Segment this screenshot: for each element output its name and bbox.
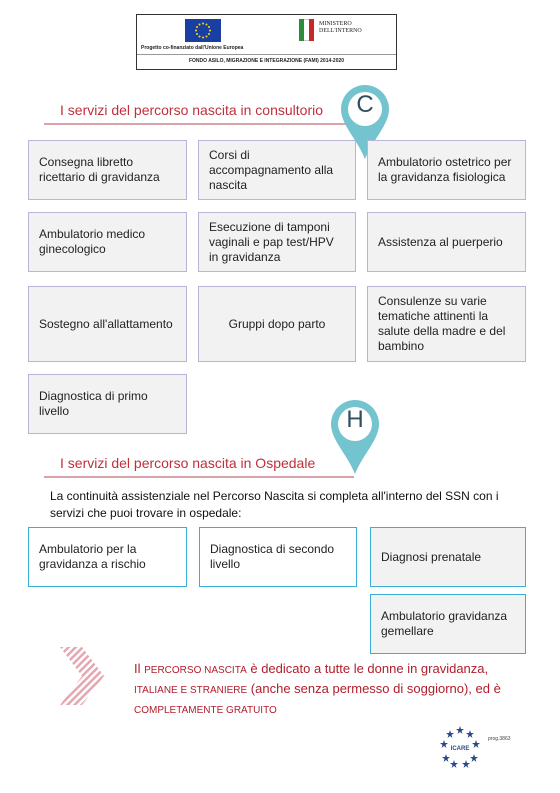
- decorative-stripes-icon: [60, 647, 104, 705]
- icare-logo-icon: [440, 724, 480, 769]
- ospedale-marker-letter: H: [346, 406, 364, 433]
- service-box: Consegna libretto ricettario di gravidanza: [28, 140, 187, 200]
- service-box: Sostegno all'allattamento: [28, 286, 187, 362]
- ministry-name: MINISTERO DELL'INTERNO: [319, 21, 362, 34]
- ospedale-pin-icon: [329, 398, 381, 476]
- consultorio-marker-letter: C: [356, 91, 374, 118]
- funding-banner: [136, 14, 397, 70]
- service-box: Consulenze su varie tematiche attinenti la salute della madre e del bambino: [367, 286, 526, 362]
- eu-flag-icon: [185, 19, 221, 42]
- service-box: Gruppi dopo parto: [198, 286, 356, 362]
- service-box: Corsi di accompagnamento alla nascita: [198, 140, 356, 200]
- hospital-service-box: Ambulatorio gravidanza gemellare: [370, 594, 526, 654]
- eu-caption: Progetto co-finanziato dall'Unione Europea: [141, 45, 244, 51]
- italy-emblem-icon: [299, 19, 315, 41]
- consultorio-underline: [44, 123, 364, 125]
- service-box: Diagnostica di primo livello: [28, 374, 187, 434]
- ospedale-title: I servizi del percorso nascita in Ospedale: [60, 455, 316, 471]
- ospedale-underline: [44, 476, 354, 478]
- icare-logo-text: ICARE: [450, 746, 470, 752]
- footer-note: Il PERCORSO NASCITA è dedicato a tutte le donne in gravidanza, ITALIANE E STRANIERE (anche senza permesso di soggiorno), ed è COMPLETAMENTE GRATUITO: [134, 661, 501, 716]
- ospedale-intro: La continuità assistenziale nel Percorso Nascita si completa all'interno del SSN con i servizi che puoi trovare in ospedale:: [50, 489, 499, 520]
- service-box: Esecuzione di tamponi vaginali e pap test/HPV in gravidanza: [198, 212, 356, 272]
- fund-name: FONDO ASILO, MIGRAZIONE E INTEGRAZIONE (FAMI) 2014-2020: [137, 54, 396, 64]
- project-code: prog.3863: [488, 736, 511, 742]
- consultorio-title: I servizi del percorso nascita in consultorio: [60, 102, 324, 118]
- service-box: Assistenza al puerperio: [367, 212, 526, 272]
- service-box: Ambulatorio medico ginecologico: [28, 212, 187, 272]
- service-box: Ambulatorio ostetrico per la gravidanza fisiologica: [367, 140, 526, 200]
- hospital-service-box: Diagnostica di secondo livello: [199, 527, 357, 587]
- hospital-service-box: Ambulatorio per la gravidanza a rischio: [28, 527, 187, 587]
- hospital-service-box: Diagnosi prenatale: [370, 527, 526, 587]
